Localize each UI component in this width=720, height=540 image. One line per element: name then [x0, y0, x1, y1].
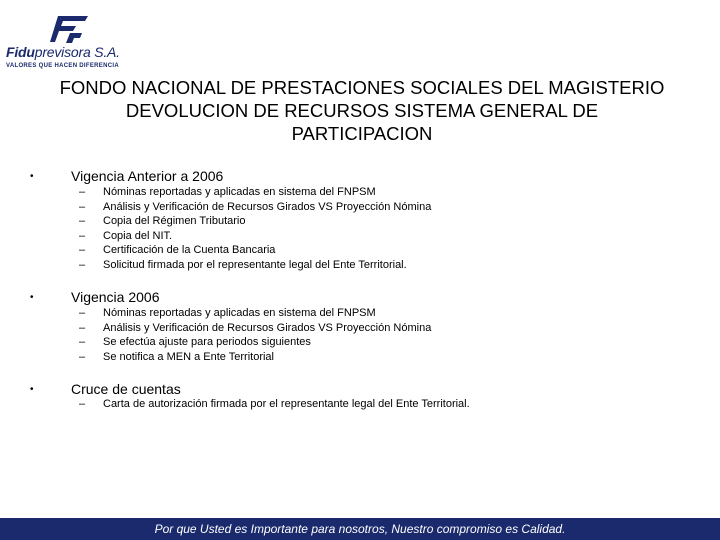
list-item: – Solicitud firmada por el representante legal del Ente Territorial. [79, 258, 407, 271]
dash-icon: – [79, 398, 86, 410]
dash-icon: – [79, 229, 86, 242]
company-logo [4, 14, 140, 70]
fiduprevisora-logo-icon [50, 14, 90, 44]
dash-icon: – [79, 350, 86, 363]
dash-icon: – [79, 186, 86, 198]
dash-icon: – [79, 244, 86, 256]
list-item: – Carta de autorización firmada por el representante legal del Ente Territorial. [79, 398, 470, 410]
bullet-icon: • [30, 171, 34, 182]
dash-icon: – [79, 336, 86, 348]
dash-icon: – [79, 258, 86, 271]
list-item: – Análisis y Verificación de Recursos Girados VS Proyección Nómina [79, 321, 432, 334]
title-line-1: FONDO NACIONAL DE PRESTACIONES SOCIALES DEL MAGISTERIO [59, 77, 665, 98]
bullet-icon: • [30, 292, 34, 303]
section-title: Vigencia Anterior a 2006 [71, 168, 224, 184]
dash-icon: – [79, 215, 86, 227]
logo-wordmark: Fiduprevisora S.A. [6, 44, 120, 60]
dash-icon: – [79, 321, 86, 334]
list-item: – Copia del NIT. [79, 229, 173, 242]
list-item: – Certificación de la Cuenta Bancaria [79, 244, 276, 256]
list-item: – Análisis y Verificación de Recursos Girados VS Proyección Nómina [79, 200, 432, 213]
dash-icon: – [79, 307, 86, 319]
section-title: Cruce de cuentas [71, 381, 181, 397]
footer-bar [0, 518, 720, 540]
dash-icon: – [79, 200, 86, 213]
list-item: – Se notifica a MEN a Ente Territorial [79, 350, 274, 363]
page-title [20, 76, 704, 145]
logo-slogan: VALORES QUE HACEN DIFERENCIA [6, 63, 119, 69]
list-item: – Nóminas reportadas y aplicadas en sistema del FNPSM [79, 186, 376, 198]
title-line-3: PARTICIPACION [291, 123, 433, 144]
list-item: – Copia del Régimen Tributario [79, 215, 246, 227]
list-item: – Nóminas reportadas y aplicadas en sistema del FNPSM [79, 307, 376, 319]
bullet-icon: • [30, 384, 34, 395]
section-title: Vigencia 2006 [71, 289, 160, 305]
footer-slogan: Por que Usted es Importante para nosotros, Nuestro compromiso es Calidad. [154, 522, 566, 536]
title-line-2: DEVOLUCION DE RECURSOS SISTEMA GENERAL DE [125, 100, 599, 121]
list-item: – Se efectúa ajuste para periodos siguientes [79, 336, 311, 348]
